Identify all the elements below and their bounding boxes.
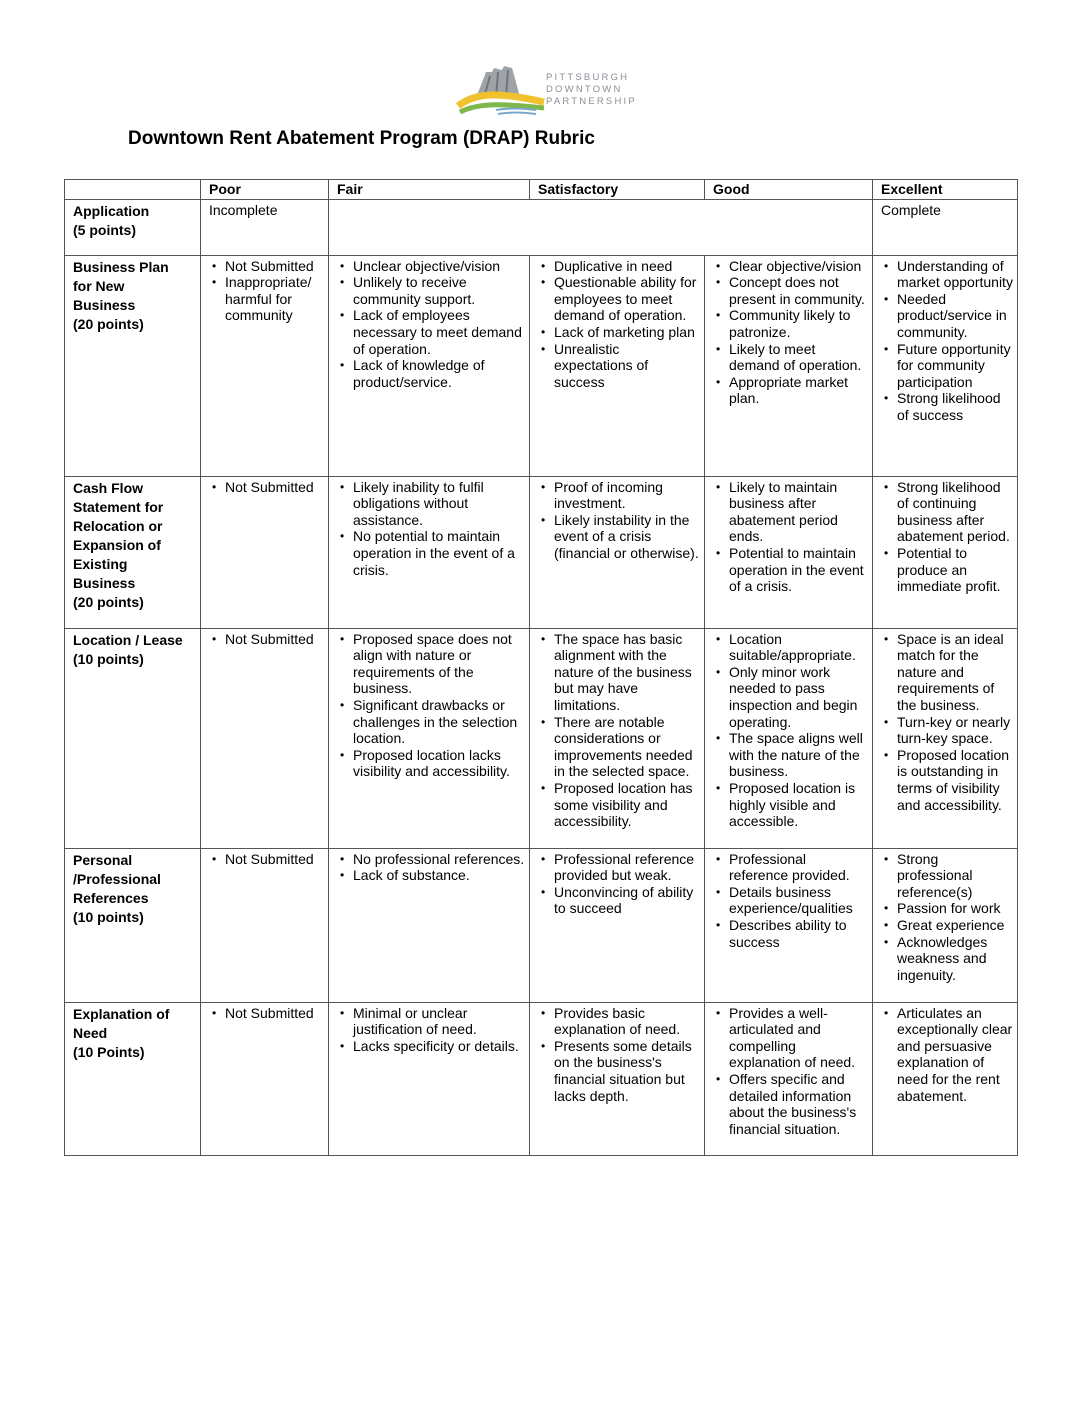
bullet-item: • Questionable ability for employees to meet demand of operation. [554, 274, 700, 324]
criterion-label: (20 points) [73, 593, 144, 610]
bullet-item: • Proposed location lacks visibility and accessibility. [353, 747, 525, 780]
satisfactory-cell [530, 255, 705, 476]
fair-cell [329, 476, 530, 628]
table-row [65, 848, 1018, 1002]
criterion-label: Business [73, 296, 136, 313]
satisfactory-bullet-list [538, 1005, 700, 1105]
good-cell [705, 628, 873, 848]
satisfactory-bullet-list [538, 631, 700, 830]
bullet-item: • Potential to produce an immediate profit. [897, 545, 1013, 595]
criterion-cell [65, 848, 201, 1002]
logo-line: DOWNTOWN [546, 84, 623, 95]
fair-bullet-list [337, 631, 525, 780]
bullet-item: • Concept does not present in community. [729, 274, 868, 307]
bullet-item: • Provides basic explanation of need. [554, 1005, 700, 1038]
bullet-item: • Describes ability to success [729, 917, 868, 950]
good-bullet-list [713, 1005, 868, 1138]
table-row [65, 476, 1018, 628]
bullet-item: • Unlikely to receive community support. [353, 274, 525, 307]
excellent-bullet-list [881, 851, 1013, 984]
header-row [65, 180, 1018, 200]
bullet-item: • Articulates an exceptionally clear and persuasive explanation of need for the rent abatement. [897, 1005, 1013, 1105]
bullet-item: • Duplicative in need [554, 258, 700, 275]
satisfactory-cell [530, 1002, 705, 1155]
excellent-cell [873, 628, 1018, 848]
bullet-item: • Proof of incoming investment. [554, 479, 700, 512]
bullet-item: • Needed product/service in community. [897, 291, 1013, 341]
criterion-cell [65, 1002, 201, 1155]
bullet-item: • Presents some details on the business's financial situation but lacks depth. [554, 1038, 700, 1104]
criterion-label: (10 points) [73, 650, 144, 667]
merged-empty-cell [329, 199, 873, 255]
good-bullet-list [713, 479, 868, 595]
excellent-bullet-list [881, 1005, 1013, 1105]
poor-cell [201, 628, 329, 848]
fair-bullet-list [337, 851, 525, 884]
criterion-label: (10 points) [73, 908, 144, 925]
bullet-item: • Passion for work [897, 900, 1013, 917]
bullet-item: • Proposed space does not align with nature or requirements of the business. [353, 631, 525, 697]
bullet-item: • Strong likelihood of success [897, 390, 1013, 423]
bullet-item: • Proposed location is outstanding in terms of visibility and accessibility. [897, 747, 1013, 813]
bullet-item: • Lack of marketing plan [554, 324, 700, 341]
poor-cell [201, 476, 329, 628]
bullet-item: • Professional reference provided. [729, 851, 868, 884]
column-header-criteria [65, 180, 201, 200]
bullet-item: • Offers specific and detailed information about the business's financial situation. [729, 1071, 868, 1137]
bullet-item: • Lack of employees necessary to meet demand of operation. [353, 307, 525, 357]
bullet-item: • Not Submitted [225, 1005, 324, 1022]
excellent-cell [873, 476, 1018, 628]
criterion-label: /Professional [73, 870, 161, 887]
table-row-application [65, 199, 1018, 255]
criterion-cell [65, 199, 201, 255]
bullet-item: • Provides a well-articulated and compelling explanation of need. [729, 1005, 868, 1071]
poor-cell [201, 848, 329, 1002]
bullet-item: • Inappropriate/ harmful for community [225, 274, 324, 324]
criterion-cell [65, 255, 201, 476]
good-bullet-list [713, 258, 868, 407]
bullet-item: • Potential to maintain operation in the event of a crisis. [729, 545, 868, 595]
poor-bullet-list [209, 479, 324, 496]
page-title: Downtown Rent Abatement Program (DRAP) Rubric [128, 128, 595, 149]
criterion-label: Personal [73, 851, 133, 868]
pittsburgh-downtown-partnership-logo [456, 62, 636, 118]
criterion-label: Need [73, 1024, 108, 1041]
excellent-cell [873, 199, 1018, 255]
bullet-item: • Acknowledges weakness and ingenuity. [897, 934, 1013, 984]
bullet-item: • Space is an ideal match for the nature and requirements of the business. [897, 631, 1013, 714]
criterion-label: Cash Flow [73, 479, 144, 496]
excellent-cell [873, 255, 1018, 476]
good-cell [705, 1002, 873, 1155]
criterion-label: (10 Points) [73, 1043, 145, 1060]
criterion-cell [65, 628, 201, 848]
bullet-item: • Not Submitted [225, 479, 324, 496]
good-bullet-list [713, 851, 868, 951]
table-row [65, 255, 1018, 476]
fair-bullet-list [337, 479, 525, 579]
bullet-item: • There are notable considerations or improvements needed in the selected space. [554, 714, 700, 780]
excellent-bullet-list [881, 258, 1013, 424]
criterion-points: (5 points) [73, 221, 136, 238]
bullet-item: • No potential to maintain operation in the event of a crisis. [353, 528, 525, 578]
bullet-item: • Unrealistic expectations of success [554, 341, 700, 391]
satisfactory-cell [530, 476, 705, 628]
bullet-item: • Appropriate market plan. [729, 374, 868, 407]
excellent-bullet-list [881, 631, 1013, 814]
criterion-label: Existing [73, 555, 128, 572]
bullet-item: • The space aligns well with the nature of the business. [729, 730, 868, 780]
bullet-item: • Only minor work needed to pass inspection and begin operating. [729, 664, 868, 730]
bullet-item: • Lack of substance. [353, 867, 525, 884]
satisfactory-cell [530, 628, 705, 848]
bullet-item: • Strong likelihood of continuing business after abatement period. [897, 479, 1013, 545]
bullet-item: • Proposed location has some visibility and accessibility. [554, 780, 700, 830]
bullet-item: • Proposed location is highly visible and accessible. [729, 780, 868, 830]
fair-cell [329, 628, 530, 848]
good-cell [705, 848, 873, 1002]
column-header-good: Good [705, 180, 873, 200]
satisfactory-cell [530, 848, 705, 1002]
bullet-item: • Unconvincing of ability to succeed [554, 884, 700, 917]
criterion-label: Expansion of [73, 536, 161, 553]
column-header-fair: Fair [329, 180, 530, 200]
column-header-poor: Poor [201, 180, 329, 200]
criterion-label: (20 points) [73, 315, 144, 332]
bullet-item: • Likely inability to fulfil obligations without assistance. [353, 479, 525, 529]
fair-bullet-list [337, 258, 525, 391]
bullet-item: • Not Submitted [225, 258, 324, 275]
bullet-item: • Great experience [897, 917, 1013, 934]
fair-cell [329, 255, 530, 476]
rubric-table [64, 179, 1018, 1156]
table-row [65, 1002, 1018, 1155]
bullet-item: • Lack of knowledge of product/service. [353, 357, 525, 390]
application-poor-text: Incomplete [209, 201, 278, 218]
logo-line: PITTSBURGH [546, 72, 630, 83]
fair-bullet-list [337, 1005, 525, 1055]
column-header-satisfactory: Satisfactory [530, 180, 705, 200]
good-bullet-list [713, 631, 868, 830]
logo-line: PARTNERSHIP [546, 96, 637, 107]
bullet-item: • Lacks specificity or details. [353, 1038, 525, 1055]
bullet-item: • No professional references. [353, 851, 525, 868]
poor-bullet-list [209, 1005, 324, 1022]
good-cell [705, 476, 873, 628]
bullet-item: • Future opportunity for community participation [897, 341, 1013, 391]
criterion-label: Location / Lease [73, 631, 183, 648]
poor-cell [201, 255, 329, 476]
bullet-item: • Details business experience/qualities [729, 884, 868, 917]
poor-bullet-list [209, 258, 324, 324]
bullet-item: • Likely to maintain business after abatement period ends. [729, 479, 868, 545]
excellent-cell [873, 1002, 1018, 1155]
fair-cell [329, 848, 530, 1002]
good-cell [705, 255, 873, 476]
bullet-item: • Not Submitted [225, 851, 324, 868]
bullet-item: • Location suitable/appropriate. [729, 631, 868, 664]
bullet-item: • Turn-key or nearly turn-key space. [897, 714, 1013, 747]
criterion-label: Application [73, 202, 150, 219]
satisfactory-bullet-list [538, 258, 700, 391]
excellent-bullet-list [881, 479, 1013, 595]
bullet-item: • Clear objective/vision [729, 258, 868, 275]
column-header-excellent: Excellent [873, 180, 1018, 200]
poor-bullet-list [209, 631, 324, 648]
bullet-item: • The space has basic alignment with the nature of the business but may have limitations. [554, 631, 700, 714]
satisfactory-bullet-list [538, 851, 700, 917]
bullet-item: • Minimal or unclear justification of need. [353, 1005, 525, 1038]
criterion-label: for New [73, 277, 125, 294]
skyline-bridge-icon [456, 62, 548, 118]
bullet-item: • Significant drawbacks or challenges in the selection location. [353, 697, 525, 747]
poor-cell [201, 1002, 329, 1155]
bullet-item: • Understanding of market opportunity [897, 258, 1013, 291]
criterion-label: Relocation or [73, 517, 163, 534]
criterion-label: References [73, 889, 149, 906]
bullet-item: • Not Submitted [225, 631, 324, 648]
bullet-item: • Unclear objective/vision [353, 258, 525, 275]
excellent-cell [873, 848, 1018, 1002]
criterion-cell [65, 476, 201, 628]
criterion-label: Statement for [73, 498, 164, 515]
bullet-item: • Likely to meet demand of operation. [729, 341, 868, 374]
bullet-item: • Strong professional reference(s) [897, 851, 1013, 901]
bullet-item: • Professional reference provided but weak. [554, 851, 700, 884]
bullet-item: • Likely instability in the event of a crisis (financial or otherwise). [554, 512, 700, 562]
poor-cell [201, 199, 329, 255]
satisfactory-bullet-list [538, 479, 700, 562]
criterion-label: Business Plan [73, 258, 169, 275]
application-excellent-text: Complete [881, 201, 941, 218]
table-row [65, 628, 1018, 848]
fair-cell [329, 1002, 530, 1155]
poor-bullet-list [209, 851, 324, 868]
criterion-label: Business [73, 574, 136, 591]
criterion-label: Explanation of [73, 1005, 170, 1022]
bullet-item: • Community likely to patronize. [729, 307, 868, 340]
